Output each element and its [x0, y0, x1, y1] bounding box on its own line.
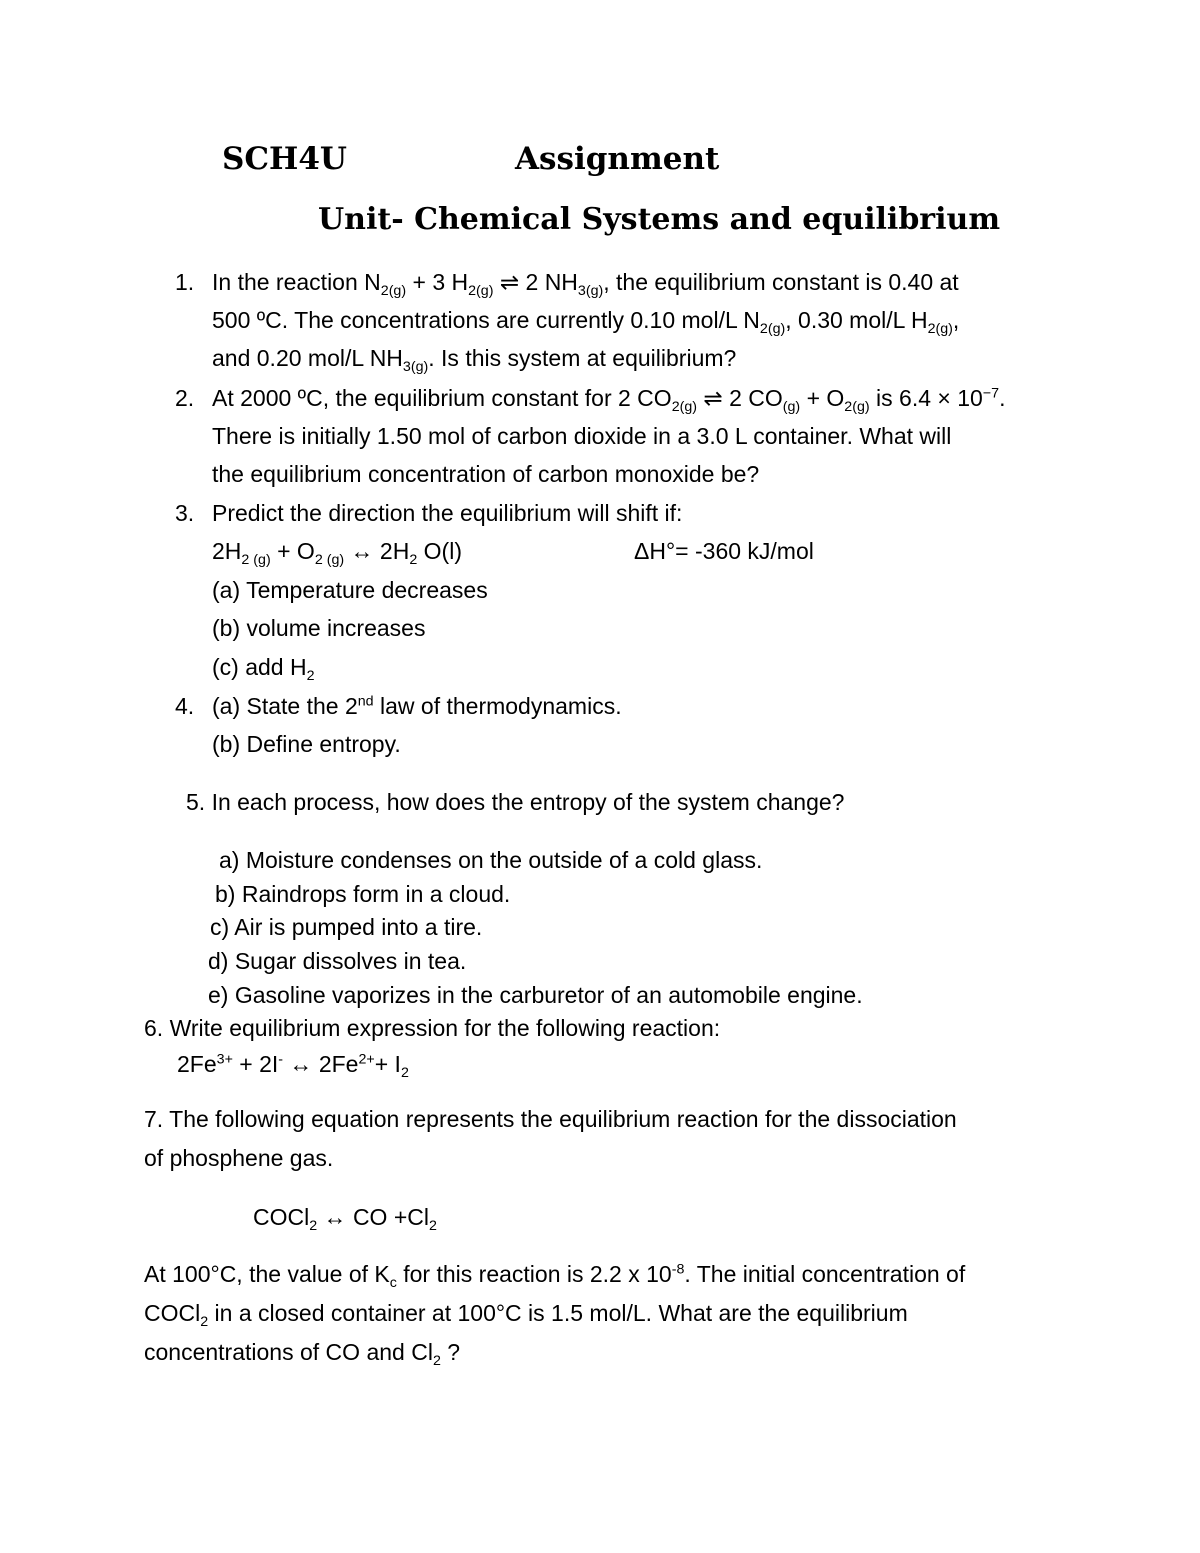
question-7-line-1: 7. The following equation represents the equilibrium reaction for the dissociation	[144, 1106, 957, 1132]
question-5-item-c: c) Air is pumped into a tire.	[210, 914, 483, 940]
question-5-item-d: d) Sugar dissolves in tea.	[208, 948, 467, 974]
document-type: Assignment	[515, 141, 720, 177]
question-4-number: 4.	[175, 693, 195, 719]
question-5-item-b: b) Raindrops form in a cloud.	[215, 881, 511, 907]
question-2-line-2: There is initially 1.50 mol of carbon dioxide in a 3.0 L container. What will	[212, 423, 952, 449]
question-3-enthalpy: ΔH°= -360 kJ/mol	[634, 538, 814, 564]
course-code: SCH4U	[222, 141, 347, 177]
question-6-prompt: 6. Write equilibrium expression for the following reaction:	[144, 1015, 721, 1041]
question-1-number: 1.	[175, 269, 195, 295]
question-4-line-2: (b) Define entropy.	[212, 731, 401, 757]
question-2-line-3: the equilibrium concentration of carbon monoxide be?	[212, 461, 760, 487]
question-3-part-a: (a) Temperature decreases	[212, 577, 488, 603]
question-5-item-a: a) Moisture condenses on the outside of a cold glass.	[219, 847, 763, 873]
question-2-number: 2.	[175, 385, 195, 411]
question-7-paragraph-line-3: concentrations of CO and $Cl_2$ ?	[144, 1339, 461, 1369]
question-7-equation: COCl$_2$ ↔ CO $+Cl_2$	[253, 1204, 437, 1234]
question-7-paragraph-line-2: COCl$_2$ in a closed container at 100°C is 1.5 mol/L. What are the equilibrium	[144, 1300, 908, 1330]
question-3-line-1: Predict the direction the equilibrium will shift if:	[212, 500, 683, 526]
question-3-equation: $2H_{2 (g)} + O_{2 (g)}$ ↔ $2H_2$ O(l)	[212, 538, 462, 568]
question-3-part-b: (b) volume increases	[212, 615, 426, 641]
question-1-line-2: 500 ºC. The concentrations are currently 0.10 mol/L $N_{2(g)}$, 0.30 mol/L $H_{2(g)}$,	[212, 307, 960, 337]
question-1-line-1: In the reaction $N_{2(g)} + 3$ $H_{2(g)}$ ⇌ 2 $NH_{3(g)}$, the equilibrium constant is 0.40 at	[212, 269, 959, 299]
unit-title: Unit- Chemical Systems and equilibrium	[318, 202, 1001, 237]
question-3-number: 3.	[175, 500, 195, 526]
question-7-paragraph-line-1: At 100°C, the value of $K_c$ for this reaction is 2.2 x $10^{-8}$. The initial concentration of	[144, 1261, 966, 1291]
question-1-line-3: and 0.20 mol/L $NH_{3(g)}$. Is this system at equilibrium?	[212, 345, 737, 375]
question-5-item-e: e) Gasoline vaporizes in the carburetor of an automobile engine.	[208, 982, 863, 1008]
question-7-line-2: of phosphene gas.	[144, 1145, 334, 1171]
question-6-equation: $2Fe^{3+} + 2I^-$ ↔ $2Fe^{2+}+ I_2$	[177, 1051, 409, 1081]
question-3-part-c: (c) add $H_2$	[212, 654, 315, 684]
question-5-prompt: 5. In each process, how does the entropy of the system change?	[186, 789, 845, 815]
question-4-line-1: (a) State the 2nd law of thermodynamics.	[212, 693, 622, 719]
question-2-line-1: At 2000 ºC, the equilibrium constant for 2 $CO_{2(g)}$ ⇌ 2 $CO_{(g)} + O_{2(g)}$ is $6.4 \times 10^{-7}$.	[212, 385, 1006, 415]
